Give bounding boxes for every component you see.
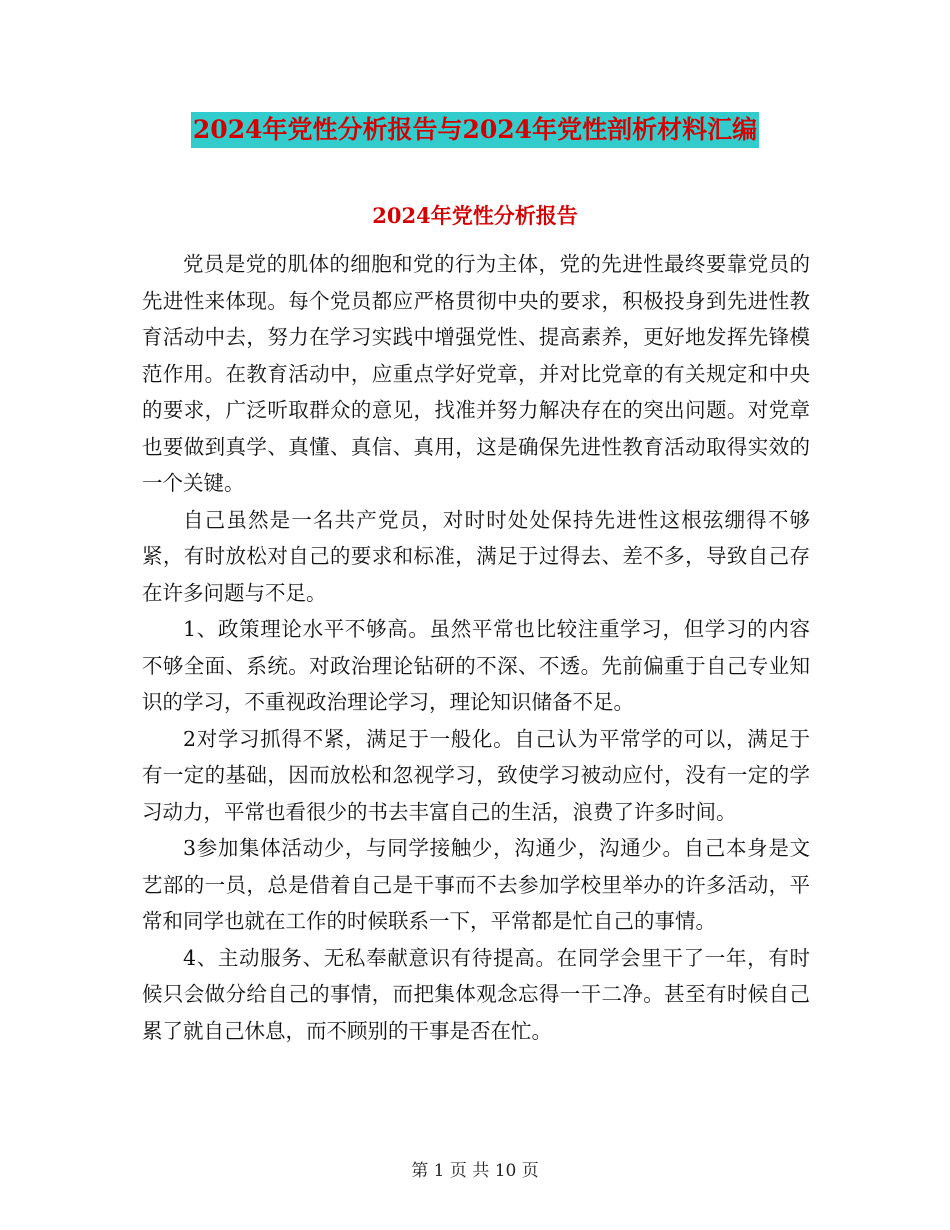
document-title-text: 2024年党性分析报告与2024年党性剖析材料汇编 — [191, 112, 759, 148]
document-body — [142, 246, 810, 1049]
paragraph: 党员是党的肌体的细胞和党的行为主体，党的先进性最终要靠党员的先进性来体现。每个党员都应严格贯彻中央的要求，积极投身到先进性教育活动中去，努力在学习实践中增强党性、提高素养，更好地发挥先锋模范作用。在教育活动中，应重点学好党章，并对比党章的有关规定和中央的要求，广泛听取群众的意见，找准并努力解决存在的突出问题。对党章也要做到真学、真懂、真信、真用，这是确保先进性教育活动取得实效的一个关键。 — [142, 252, 810, 495]
paragraph: 自己虽然是一名共产党员，对时时处处保持先进性这根弦绷得不够紧，有时放松对自己的要求和标准，满足于过得去、差不多，导致自己存在许多问题与不足。 — [142, 507, 810, 605]
page-number-footer: 第 1 页 共 10 页 — [411, 1161, 539, 1181]
document-title — [0, 112, 950, 148]
section-title: 2024年党性分析报告 — [372, 203, 578, 228]
paragraph: 3参加集体活动少，与同学接触少，沟通少，沟通少。自己本身是文艺部的一员，总是借着自己是干事而不去参加学校里举办的许多活动，平常和同学也就在工作的时候联系一下，平常都是忙自己的事情。 — [142, 836, 810, 933]
paragraph: 2对学习抓得不紧，满足于一般化。自己认为平常学的可以，满足于有一定的基础，因而放松和忽视学习，致使学习被动应付，没有一定的学习动力，平常也看很少的书去丰富自己的生活，浪费了许多时间。 — [142, 726, 810, 824]
paragraph: 1、政策理论水平不够高。虽然平常也比较注重学习，但学习的内容不够全面、系统。对政治理论钻研的不深、不透。先前偏重于自己专业知识的学习，不重视政治理论学习，理论知识储备不足。 — [142, 617, 810, 714]
paragraph: 4、主动服务、无私奉献意识有待提高。在同学会里干了一年，有时候只会做分给自己的事情，而把集体观念忘得一干二净。甚至有时候自己累了就自己休息，而不顾别的干事是否在忙。 — [142, 945, 810, 1043]
